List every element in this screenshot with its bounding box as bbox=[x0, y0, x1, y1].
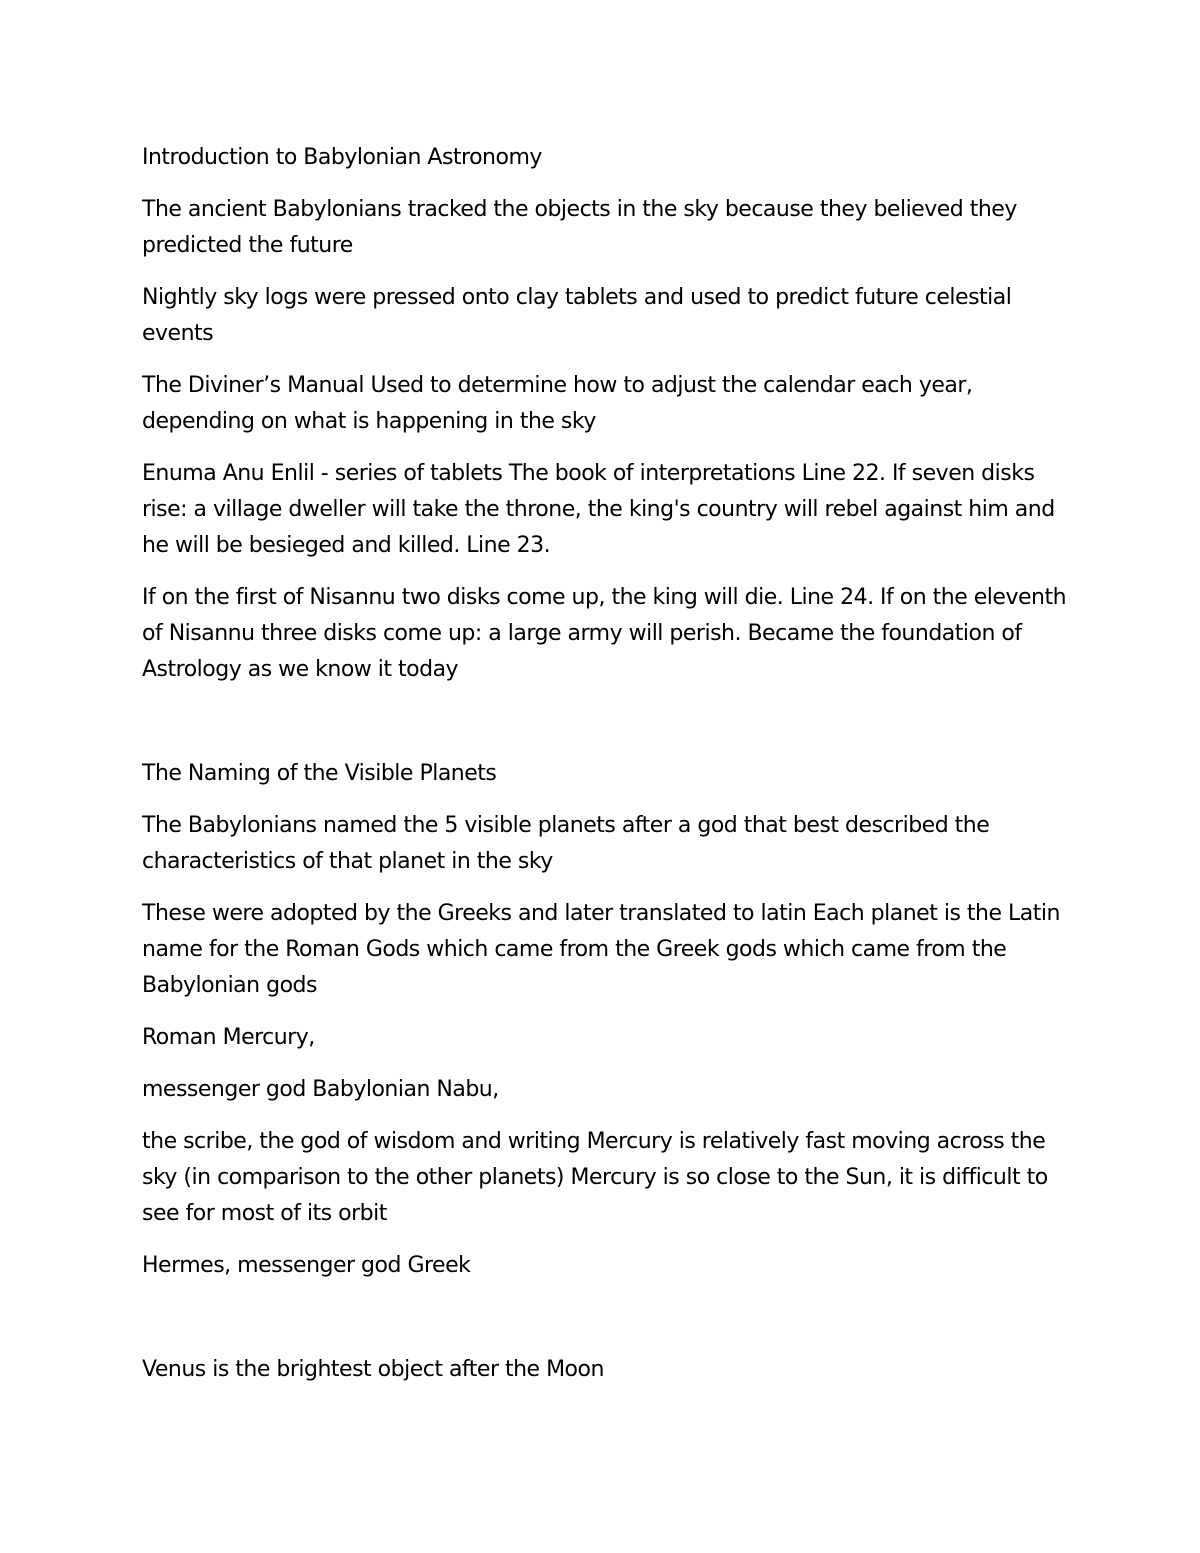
section-heading-babylonian-astronomy: Introduction to Babylonian Astronomy bbox=[142, 145, 542, 170]
paragraph: Hermes, messenger god Greek bbox=[142, 1253, 471, 1278]
paragraph: the scribe, the god of wisdom and writing Mercury is relatively fast moving across the sky (in comparison to the other planets) Mercury is so close to the Sun, it is difficult to see for most of its orbit bbox=[142, 1129, 1048, 1226]
paragraph: Venus is the brightest object after the Moon bbox=[142, 1357, 604, 1382]
paragraph: Nightly sky logs were pressed onto clay tablets and used to predict future celestial events bbox=[142, 285, 1012, 346]
blank-line bbox=[142, 1300, 1072, 1336]
paragraph: Roman Mercury, bbox=[142, 1025, 315, 1050]
paragraph: The Diviner’s Manual Used to determine how to adjust the calendar each year, depending on what is happening in the sky bbox=[142, 373, 973, 434]
paragraph: messenger god Babylonian Nabu, bbox=[142, 1077, 499, 1102]
document-body bbox=[142, 140, 1072, 1404]
paragraph: These were adopted by the Greeks and later translated to latin Each planet is the Latin name for the Roman Gods which came from the Greek gods which came from the Babylonian gods bbox=[142, 901, 1060, 998]
paragraph: If on the first of Nisannu two disks come up, the king will die. Line 24. If on the eleventh of Nisannu three disks come up: a large army will perish. Became the foundation of Astrology as we know it today bbox=[142, 585, 1067, 682]
paragraph: The ancient Babylonians tracked the objects in the sky because they believed they predicted the future bbox=[142, 197, 1017, 258]
paragraph: The Babylonians named the 5 visible planets after a god that best described the characteristics of that planet in the sky bbox=[142, 813, 990, 874]
blank-line bbox=[142, 704, 1072, 740]
section-heading-naming-planets: The Naming of the Visible Planets bbox=[142, 761, 497, 786]
paragraph: Enuma Anu Enlil - series of tablets The book of interpretations Line 22. If seven disks rise: a village dweller will take the throne, the king's country will rebel against him and he will be besieged and killed. Line 23. bbox=[142, 461, 1055, 558]
